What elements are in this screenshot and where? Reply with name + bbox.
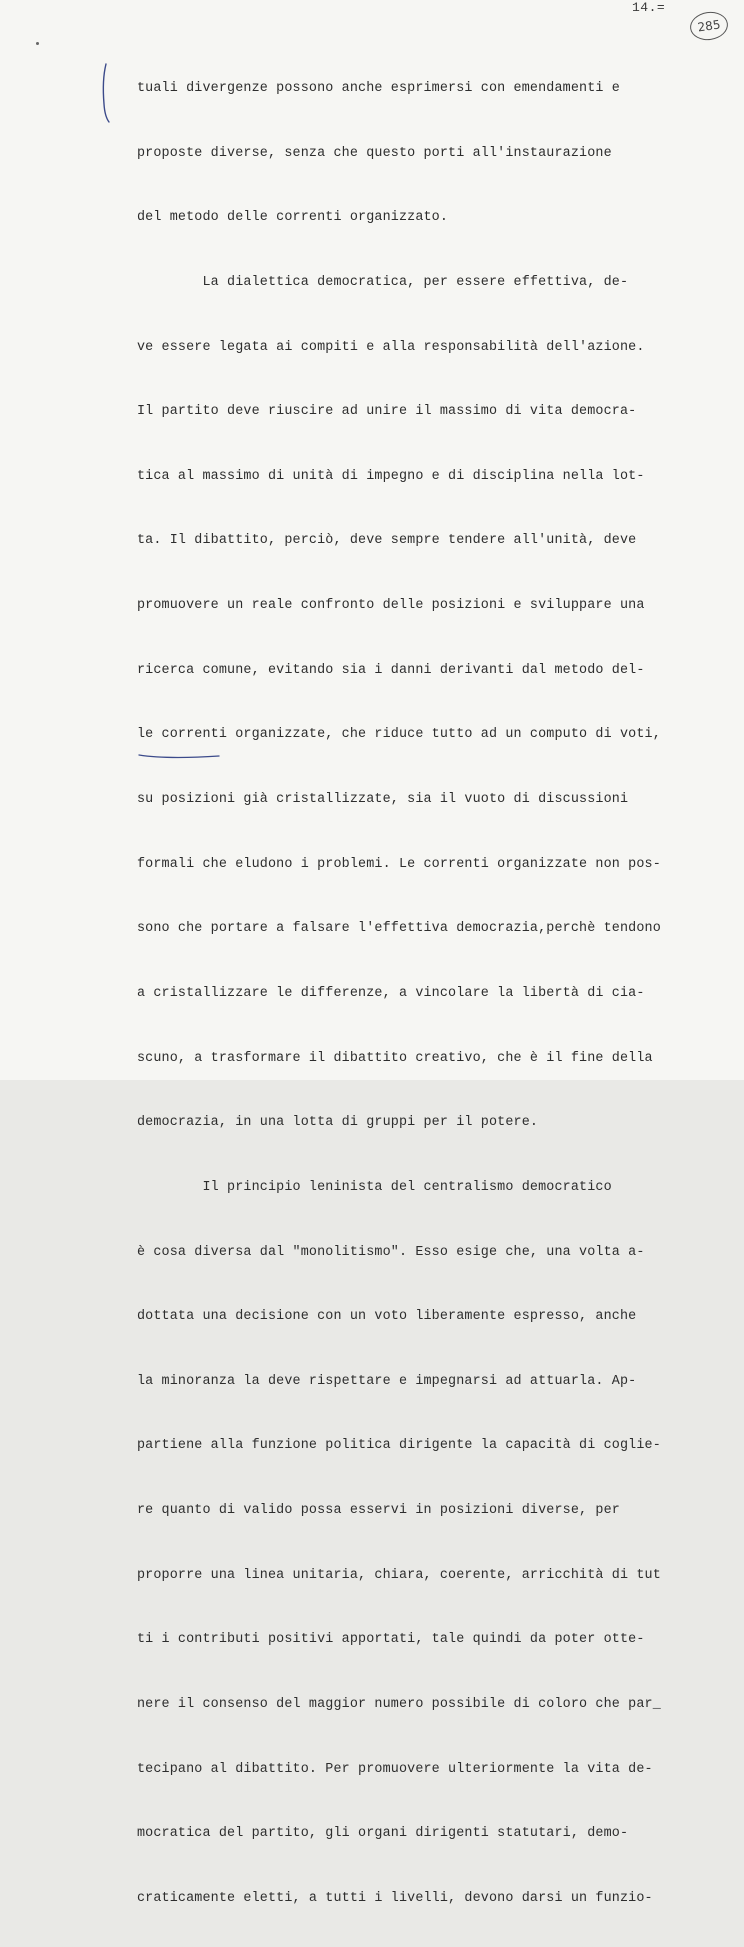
page-number: 14.= [632, 0, 666, 15]
text-line: ricerca comune, evitando sia i danni derivanti dal metodo del- [137, 662, 645, 678]
text-line: tuali divergenze possono anche esprimersi con emendamenti e [137, 81, 620, 96]
text-line: è cosa diversa dal "monolitismo". Esso esige che, una volta a- [137, 1244, 645, 1260]
text-line: re quanto di valido possa esservi in posizioni diverse, per [137, 1503, 620, 1519]
margin-bracket-mark [100, 62, 112, 124]
text-line: formali che eludono i problemi. Le correnti organizzate non pos- [137, 856, 661, 872]
text-line: tecipano al dibattito. Per promuovere ulteriormente la vita de- [137, 1761, 653, 1777]
text-line: scuno, a trasformare il dibattito creativo, che è il fine della [137, 1050, 653, 1066]
typewritten-body [137, 42, 707, 1947]
text-line: sono che portare a falsare l'effettiva democrazia,perchè tendono [137, 921, 661, 937]
text-line: craticamente eletti, a tutti i livelli, devono darsi un funzio- [137, 1890, 653, 1906]
archive-stamp: 285 [688, 9, 730, 42]
text-line: partiene alla funzione politica dirigente la capacità di coglie- [137, 1438, 661, 1454]
text-line: su posizioni già cristallizzate, sia il vuoto di discussioni [137, 792, 629, 808]
text-line: le correnti organizzate, che riduce tutto ad un computo di voti, [137, 727, 661, 743]
text-line: Il partito deve riuscire ad unire il massimo di vita democra- [137, 404, 637, 420]
text-line: tica al massimo di unità di impegno e di disciplina nella lot- [137, 468, 645, 484]
text-line: ti i contributi positivi apportati, tale quindi da poter otte- [137, 1632, 645, 1648]
text-line: La dialettica democratica, per essere effettiva, de- [137, 274, 629, 290]
text-line: ve essere legata ai compiti e alla responsabilità dell'azione. [137, 339, 645, 355]
text-line: nere il consenso del maggior numero possibile di coloro che par_ [137, 1697, 661, 1713]
text-line: Il principio leninista del centralismo democratico [137, 1179, 612, 1195]
text-line: a cristallizzare le differenze, a vincolare la libertà di cia- [137, 985, 645, 1001]
text-line: dottata una decisione con un voto liberamente espresso, anche [137, 1309, 637, 1325]
text-line: promuovere un reale confronto delle posizioni e sviluppare una [137, 598, 645, 614]
text-line: del metodo delle correnti organizzato. [137, 210, 449, 226]
text-line: proposte diverse, senza che questo porti all'instaurazione [137, 145, 612, 161]
scan-speck [36, 42, 39, 45]
text-line: proporre una linea unitaria, chiara, coerente, arricchità di tut [137, 1567, 661, 1583]
text-line: mocratica del partito, gli organi dirigenti statutari, demo- [137, 1826, 629, 1842]
text-line: ta. Il dibattito, perciò, deve sempre tendere all'unità, deve [137, 533, 637, 549]
text-line: la minoranza la deve rispettare e impegnarsi ad attuarla. Ap- [137, 1373, 637, 1389]
text-line: democrazia, in una lotta di gruppi per il potere. [137, 1115, 539, 1131]
